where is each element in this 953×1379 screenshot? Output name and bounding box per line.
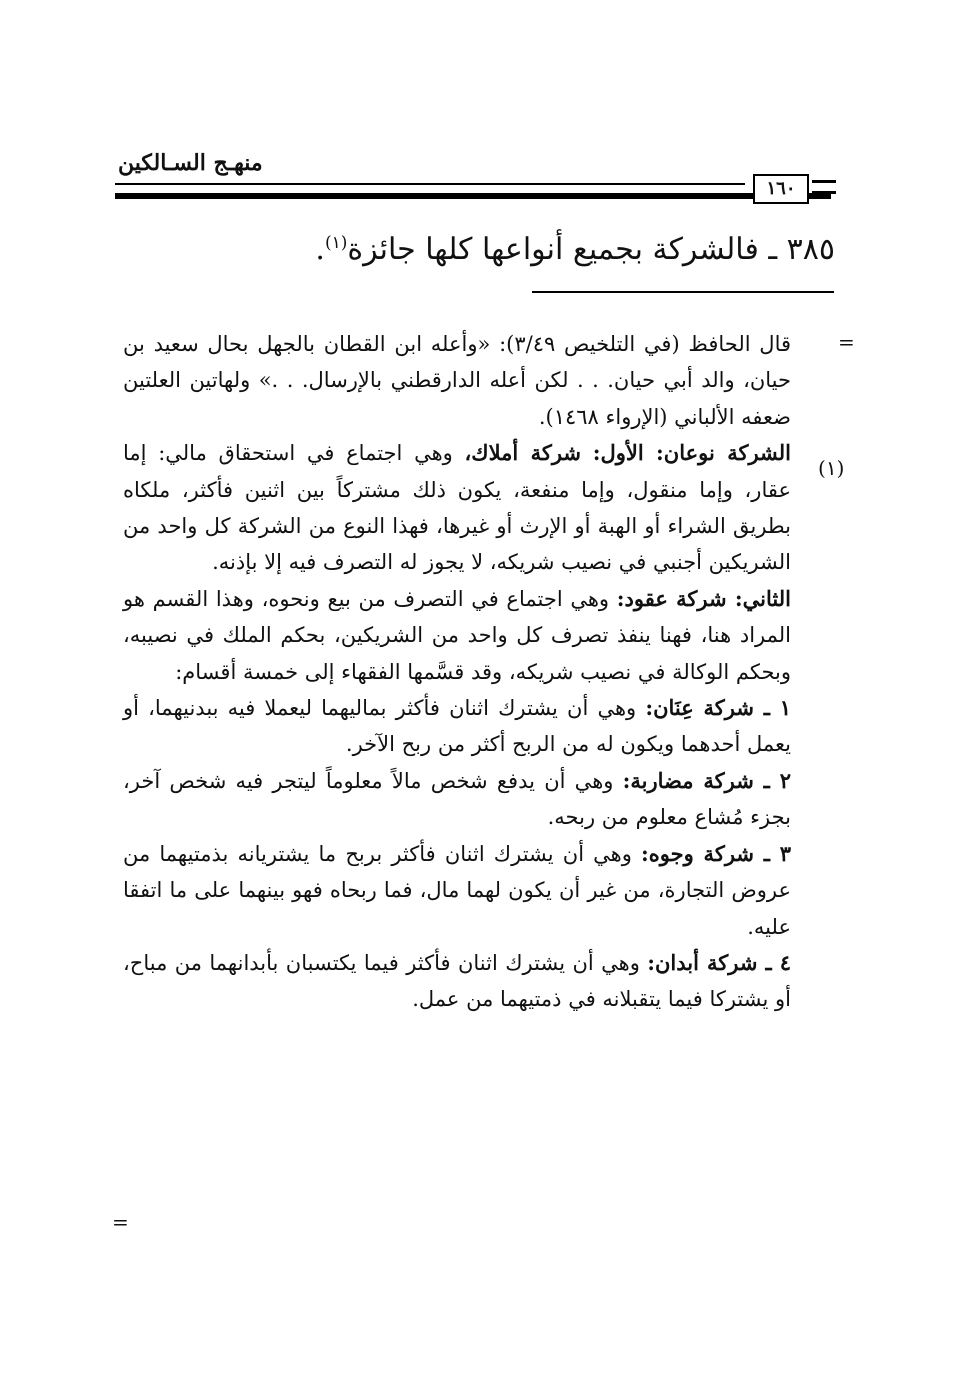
list-item-term: ٤ ـ شركة أبدان: — [647, 949, 791, 975]
running-header-title: منهـج السـالكين — [118, 150, 263, 176]
footnote-1-para-1-text: وهي اجتماع في استحقاق مالي: إما عقار، وإما منقول، وإما منفعة، يكون ذلك مشتركاً بين اثنين فأكثر، ملكاه بطريق الشراء أو الهبة أو الإرث أو غيرها، فهذا النوع من الشركة كل واحد من الشريكين أجنبي في نصيب شريكه، لا يجوز له التصرف فيه إلا بإذنه. — [123, 441, 791, 575]
list-item-text: وهي أن يشترك اثنان فأكثر بماليهما ليعملا فيه ببدنيهما، أو يعمل أحدهما ويكون له من الربح أكثر من ربح الآخر. — [123, 696, 791, 757]
list-item-text: وهي أن يشترك اثنان فأكثر بربح ما يشتريانه بذمتيهما من عروض التجارة، من غير أن يكون لهما مال، فما ربحاه فهو بينهما على ما اتفقا عليه. — [123, 841, 791, 939]
footnote-1-term-amlak: شركة أملاك، — [464, 440, 582, 466]
footnote-1-para-2-text: وهي اجتماع في التصرف من بيع ونحوه، وهذا القسم هو المراد هنا، فهنا ينفذ تصرف كل واحد من الشريكين، بحكم الملك في نصيبه، وبحكم الوكالة في نصيب شريكه، وقد قسَّمها الفقهاء إلى خمسة أقسام: — [123, 586, 791, 684]
list-item — [123, 836, 791, 945]
list-item-text: وهي أن يدفع شخص مالاً معلوماً ليتجر فيه شخص آخر، بجزء مُشاع معلوم من ربحه. — [123, 768, 791, 830]
footnote-1-term-uqud: الثاني: شركة عقود: — [616, 585, 791, 611]
list-item — [123, 690, 791, 763]
list-item — [123, 763, 791, 836]
footnote-1-heading: الشركة نوعان: الأول: — [592, 440, 791, 466]
footnote-separator — [532, 291, 834, 293]
header-rule-thin — [115, 183, 745, 185]
page-number: ١٦٠ — [753, 174, 809, 204]
footnote-continuation: قال الحافظ (في التلخيص ٣/٤٩): «وأعله ابن القطان بالجهل بحال سعيد بن حيان، والد أبي حيان. . . لكن أعله الدارقطني بالإرسال. . .» ولهاتين العلتين ضعفه الألباني (الإرواء ١٤٦٨). — [123, 332, 792, 429]
continuation-mark: = — [838, 330, 855, 354]
main-text: ٣٨٥ ـ فالشركة بجميع أنواعها كلها جائزة — [347, 232, 835, 267]
header-ornament — [812, 180, 836, 194]
list-item-term: ٢ ـ شركة مضاربة: — [622, 767, 791, 793]
list-item — [123, 945, 791, 1018]
main-text-end: . — [315, 232, 325, 267]
list-item-text: وهي أن يشترك اثنان فأكثر فيما يكتسبان بأبدانهما من مباح، أو يشتركا فيما يتقبلانه في ذمتيهما من عمل. — [123, 950, 791, 1012]
continues-mark: = — [112, 1210, 129, 1234]
main-text-item-385 — [115, 220, 835, 273]
footnote-1-para-1 — [123, 435, 791, 581]
footnote-1-para-2 — [123, 581, 791, 690]
list-item-term: ٣ ـ شركة وجوه: — [641, 840, 791, 866]
footnote-ref: (١) — [324, 233, 348, 253]
footnote-number: (١) — [818, 456, 845, 480]
list-item-term: ١ ـ شركة عِنَان: — [645, 695, 791, 721]
footnotes-block — [123, 326, 791, 1018]
header-rule-thick — [115, 193, 831, 199]
